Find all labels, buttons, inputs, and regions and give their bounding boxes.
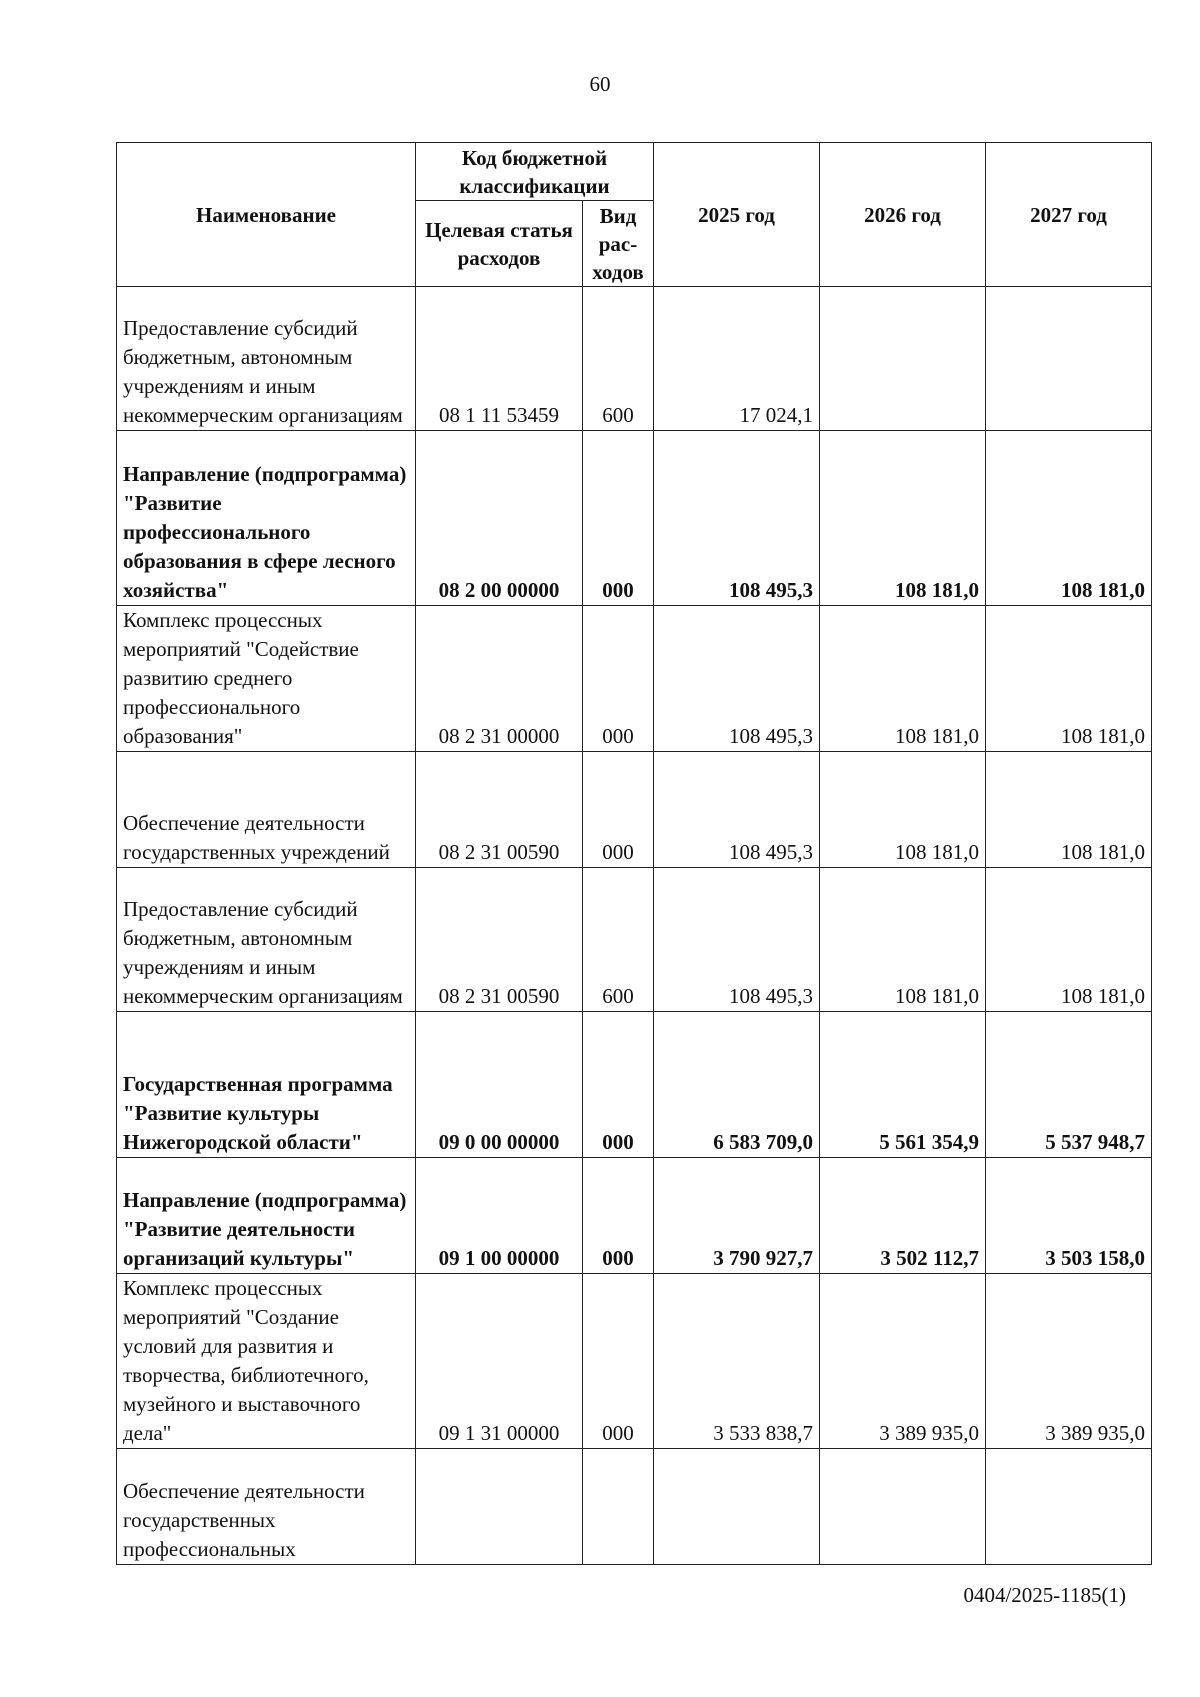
row-kind: 000 — [583, 1012, 654, 1158]
row-2025: 108 495,3 — [654, 606, 820, 752]
table-row — [117, 1012, 1152, 1158]
row-name: Предоставление субсидий бюджетным, автономным учреждениям и иным некоммерческим организациям — [117, 287, 416, 431]
table-row — [117, 1449, 1152, 1565]
table-row — [117, 1158, 1152, 1274]
row-2027: 108 181,0 — [986, 431, 1152, 606]
row-2027: 108 181,0 — [986, 606, 1152, 752]
row-2025 — [654, 1449, 820, 1565]
row-2026: 108 181,0 — [820, 606, 986, 752]
table-row — [117, 752, 1152, 868]
row-kind: 000 — [583, 431, 654, 606]
row-2025: 108 495,3 — [654, 868, 820, 1012]
row-2027: 3 389 935,0 — [986, 1274, 1152, 1449]
header-expense-kind: Вид рас-ходов — [583, 201, 654, 287]
row-kind: 600 — [583, 868, 654, 1012]
row-2025: 3 533 838,7 — [654, 1274, 820, 1449]
row-2025: 3 790 927,7 — [654, 1158, 820, 1274]
row-name: Обеспечение деятельности государственных профессиональных — [117, 1449, 416, 1565]
row-target: 08 1 11 53459 — [416, 287, 583, 431]
row-target: 09 0 00 00000 — [416, 1012, 583, 1158]
row-target: 08 2 31 00000 — [416, 606, 583, 752]
row-target: 09 1 31 00000 — [416, 1274, 583, 1449]
row-2026 — [820, 287, 986, 431]
row-2025: 17 024,1 — [654, 287, 820, 431]
row-kind: 000 — [583, 752, 654, 868]
row-target: 09 1 00 00000 — [416, 1158, 583, 1274]
row-2026 — [820, 1449, 986, 1565]
row-kind: 000 — [583, 606, 654, 752]
row-name: Обеспечение деятельности государственных учреждений — [117, 752, 416, 868]
row-kind — [583, 1449, 654, 1565]
header-target-article: Целевая статья расходов — [416, 201, 583, 287]
row-kind: 000 — [583, 1274, 654, 1449]
row-target — [416, 1449, 583, 1565]
row-2027: 5 537 948,7 — [986, 1012, 1152, 1158]
row-2027: 108 181,0 — [986, 868, 1152, 1012]
table-row — [117, 431, 1152, 606]
table-row — [117, 1274, 1152, 1449]
budget-table — [116, 142, 1152, 1565]
header-year-2025: 2025 год — [654, 143, 820, 287]
row-kind: 000 — [583, 1158, 654, 1274]
row-name: Предоставление субсидий бюджетным, автономным учреждениям и иным некоммерческим организациям — [117, 868, 416, 1012]
row-kind: 600 — [583, 287, 654, 431]
page-number: 60 — [589, 72, 611, 96]
row-name: Государственная программа "Развитие культуры Нижегородской области" — [117, 1012, 416, 1158]
row-name: Комплекс процессных мероприятий "Создание условий для развития и творчества, библиотечного, музейного и выставочного дела" — [117, 1274, 416, 1449]
row-name: Направление (подпрограмма) "Развитие деятельности организаций культуры" — [117, 1158, 416, 1274]
row-2026: 108 181,0 — [820, 868, 986, 1012]
header-year-2027: 2027 год — [986, 143, 1152, 287]
header-name: Наименование — [117, 143, 416, 287]
row-2027 — [986, 287, 1152, 431]
table-row — [117, 606, 1152, 752]
table-row — [117, 287, 1152, 431]
row-2027: 3 503 158,0 — [986, 1158, 1152, 1274]
row-target: 08 2 31 00590 — [416, 752, 583, 868]
row-2027: 108 181,0 — [986, 752, 1152, 868]
row-2026: 108 181,0 — [820, 752, 986, 868]
table-row — [117, 868, 1152, 1012]
row-target: 08 2 00 00000 — [416, 431, 583, 606]
row-2026: 3 389 935,0 — [820, 1274, 986, 1449]
row-2025: 108 495,3 — [654, 431, 820, 606]
header-year-2026: 2026 год — [820, 143, 986, 287]
document-code: 0404/2025-1185(1) — [963, 1583, 1126, 1607]
row-2026: 3 502 112,7 — [820, 1158, 986, 1274]
row-2027 — [986, 1449, 1152, 1565]
row-target: 08 2 31 00590 — [416, 868, 583, 1012]
row-2026: 5 561 354,9 — [820, 1012, 986, 1158]
row-2026: 108 181,0 — [820, 431, 986, 606]
row-2025: 6 583 709,0 — [654, 1012, 820, 1158]
row-name: Направление (подпрограмма) "Развитие профессионального образования в сфере лесного хозяйства" — [117, 431, 416, 606]
row-2025: 108 495,3 — [654, 752, 820, 868]
header-code-group: Код бюджетной классификации — [416, 143, 654, 201]
row-name: Комплекс процессных мероприятий "Содействие развитию среднего профессионального образования" — [117, 606, 416, 752]
